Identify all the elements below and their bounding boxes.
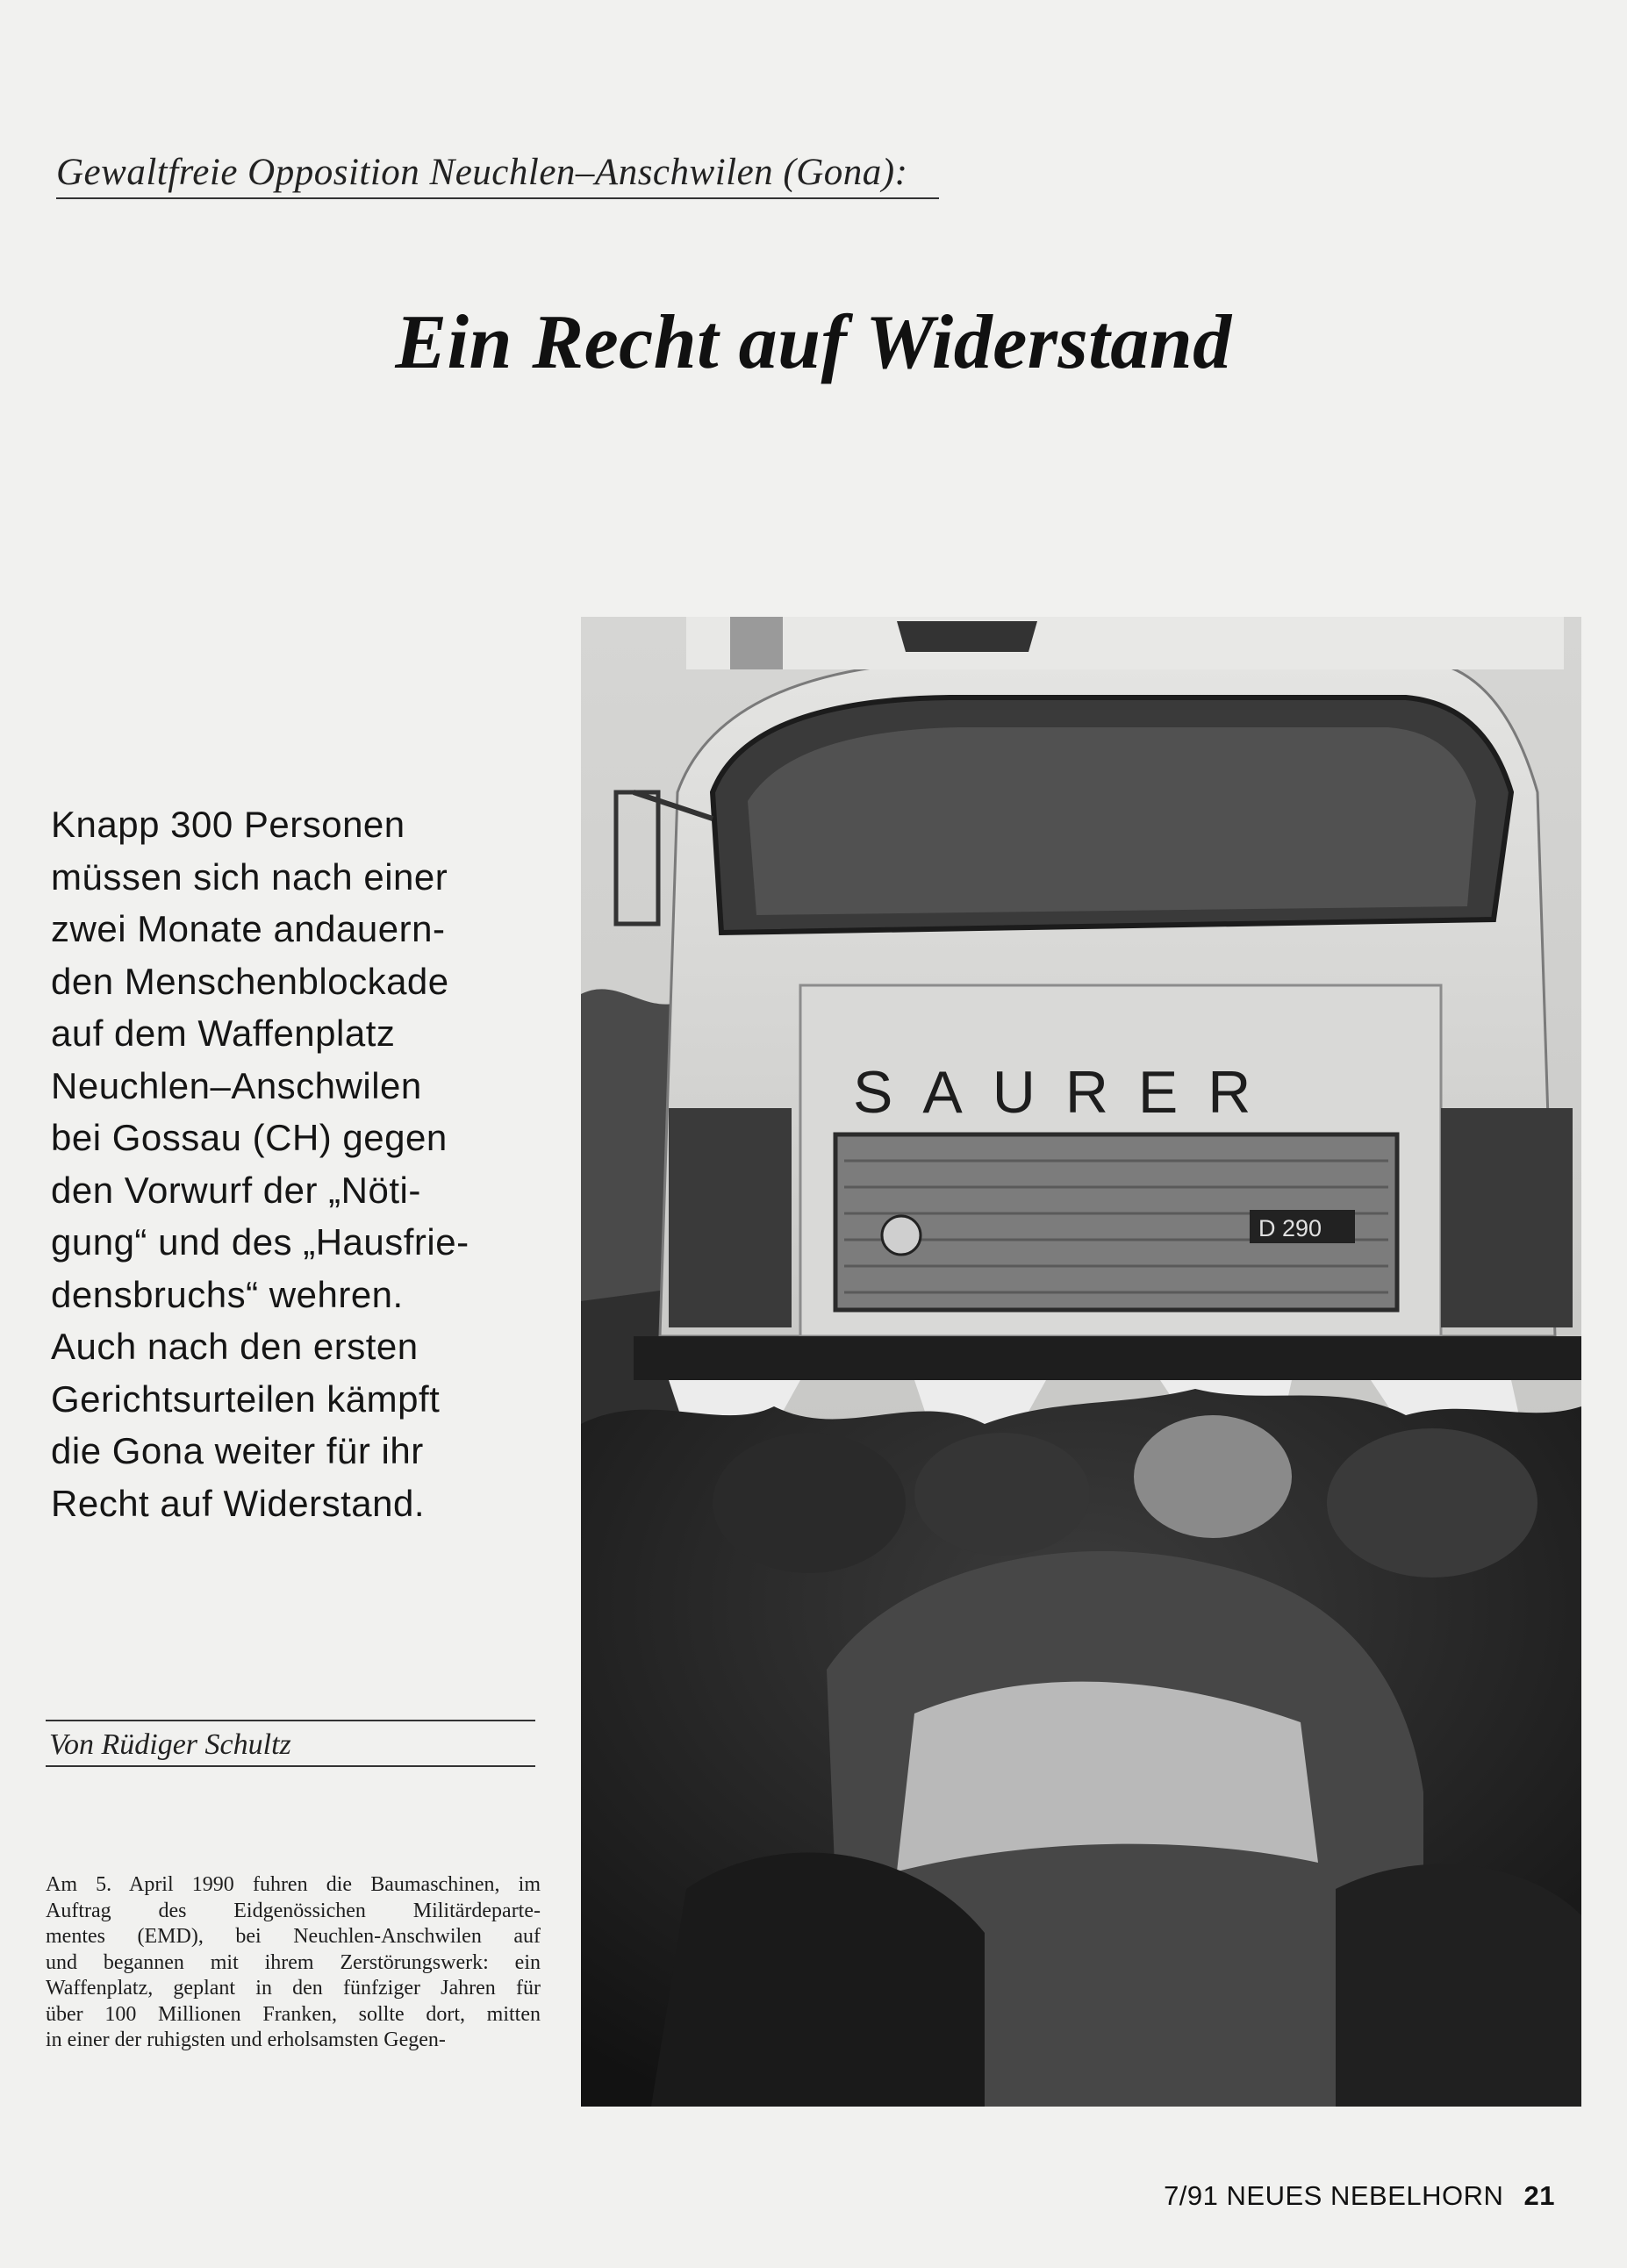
lead-line: den Menschenblockade — [51, 960, 449, 1002]
lead-line: Gerichtsurteilen kämpft — [51, 1377, 441, 1420]
lead-line: Knapp 300 Personen — [51, 804, 405, 845]
photo-truck-blockade — [581, 617, 1581, 2107]
lead-line: densbruchs“ wehren. — [51, 1273, 404, 1315]
magazine-name: NEUES NEBELHORN — [1226, 2180, 1504, 2211]
kicker: Gewaltfreie Opposition Neuchlen–Anschwilen (Gona): — [56, 151, 939, 199]
body-text — [46, 1872, 541, 2054]
lead-line: Recht auf Widerstand. — [51, 1482, 426, 1524]
lead-line: den Vorwurf der „Nöti- — [51, 1169, 421, 1211]
lead-line: müssen sich nach einer — [51, 855, 448, 898]
byline: Von Rüdiger Schultz — [46, 1720, 535, 1767]
lead-line: die Gona weiter für ihr — [51, 1430, 424, 1471]
lead-line: Auch nach den ersten — [51, 1326, 419, 1367]
lead-line: bei Gossau (CH) gegen — [51, 1117, 448, 1158]
issue-number: 7/91 — [1164, 2180, 1219, 2211]
body-line: Am 5. April 1990 fuhren die Baumaschinen, im — [46, 1873, 541, 1896]
body-line: über 100 Millionen Franken, sollte dort, mitten — [46, 2002, 541, 2026]
headline: Ein Recht auf Widerstand — [395, 300, 1232, 385]
body-line: Auftrag des Eidgenössichen Militärdeparte- — [46, 1899, 541, 1922]
lead-line: gung“ und des „Hausfrie- — [51, 1221, 469, 1263]
body-line: in einer der ruhigsten und erholsamsten Gegen- — [46, 2028, 446, 2051]
page-footer — [1164, 2180, 1555, 2212]
body-line: und begannen mit ihrem Zerstörungswerk: ein — [46, 1950, 541, 1974]
body-line: Waffenplatz, geplant in den fünfziger Jahren für — [46, 1977, 541, 2000]
page-number: 21 — [1523, 2180, 1555, 2211]
lead-line: zwei Monate andauern- — [51, 908, 446, 949]
truck-brand-text: SAURER — [853, 1059, 1281, 1126]
body-line: mentes (EMD), bei Neuchlen-Anschwilen auf — [46, 1925, 541, 1948]
lead-line: Neuchlen–Anschwilen — [51, 1064, 422, 1106]
lead-line: auf dem Waffenplatz — [51, 1012, 396, 1054]
lead-paragraph — [51, 798, 577, 1529]
truck-model-text: D 290 — [1258, 1215, 1322, 1241]
